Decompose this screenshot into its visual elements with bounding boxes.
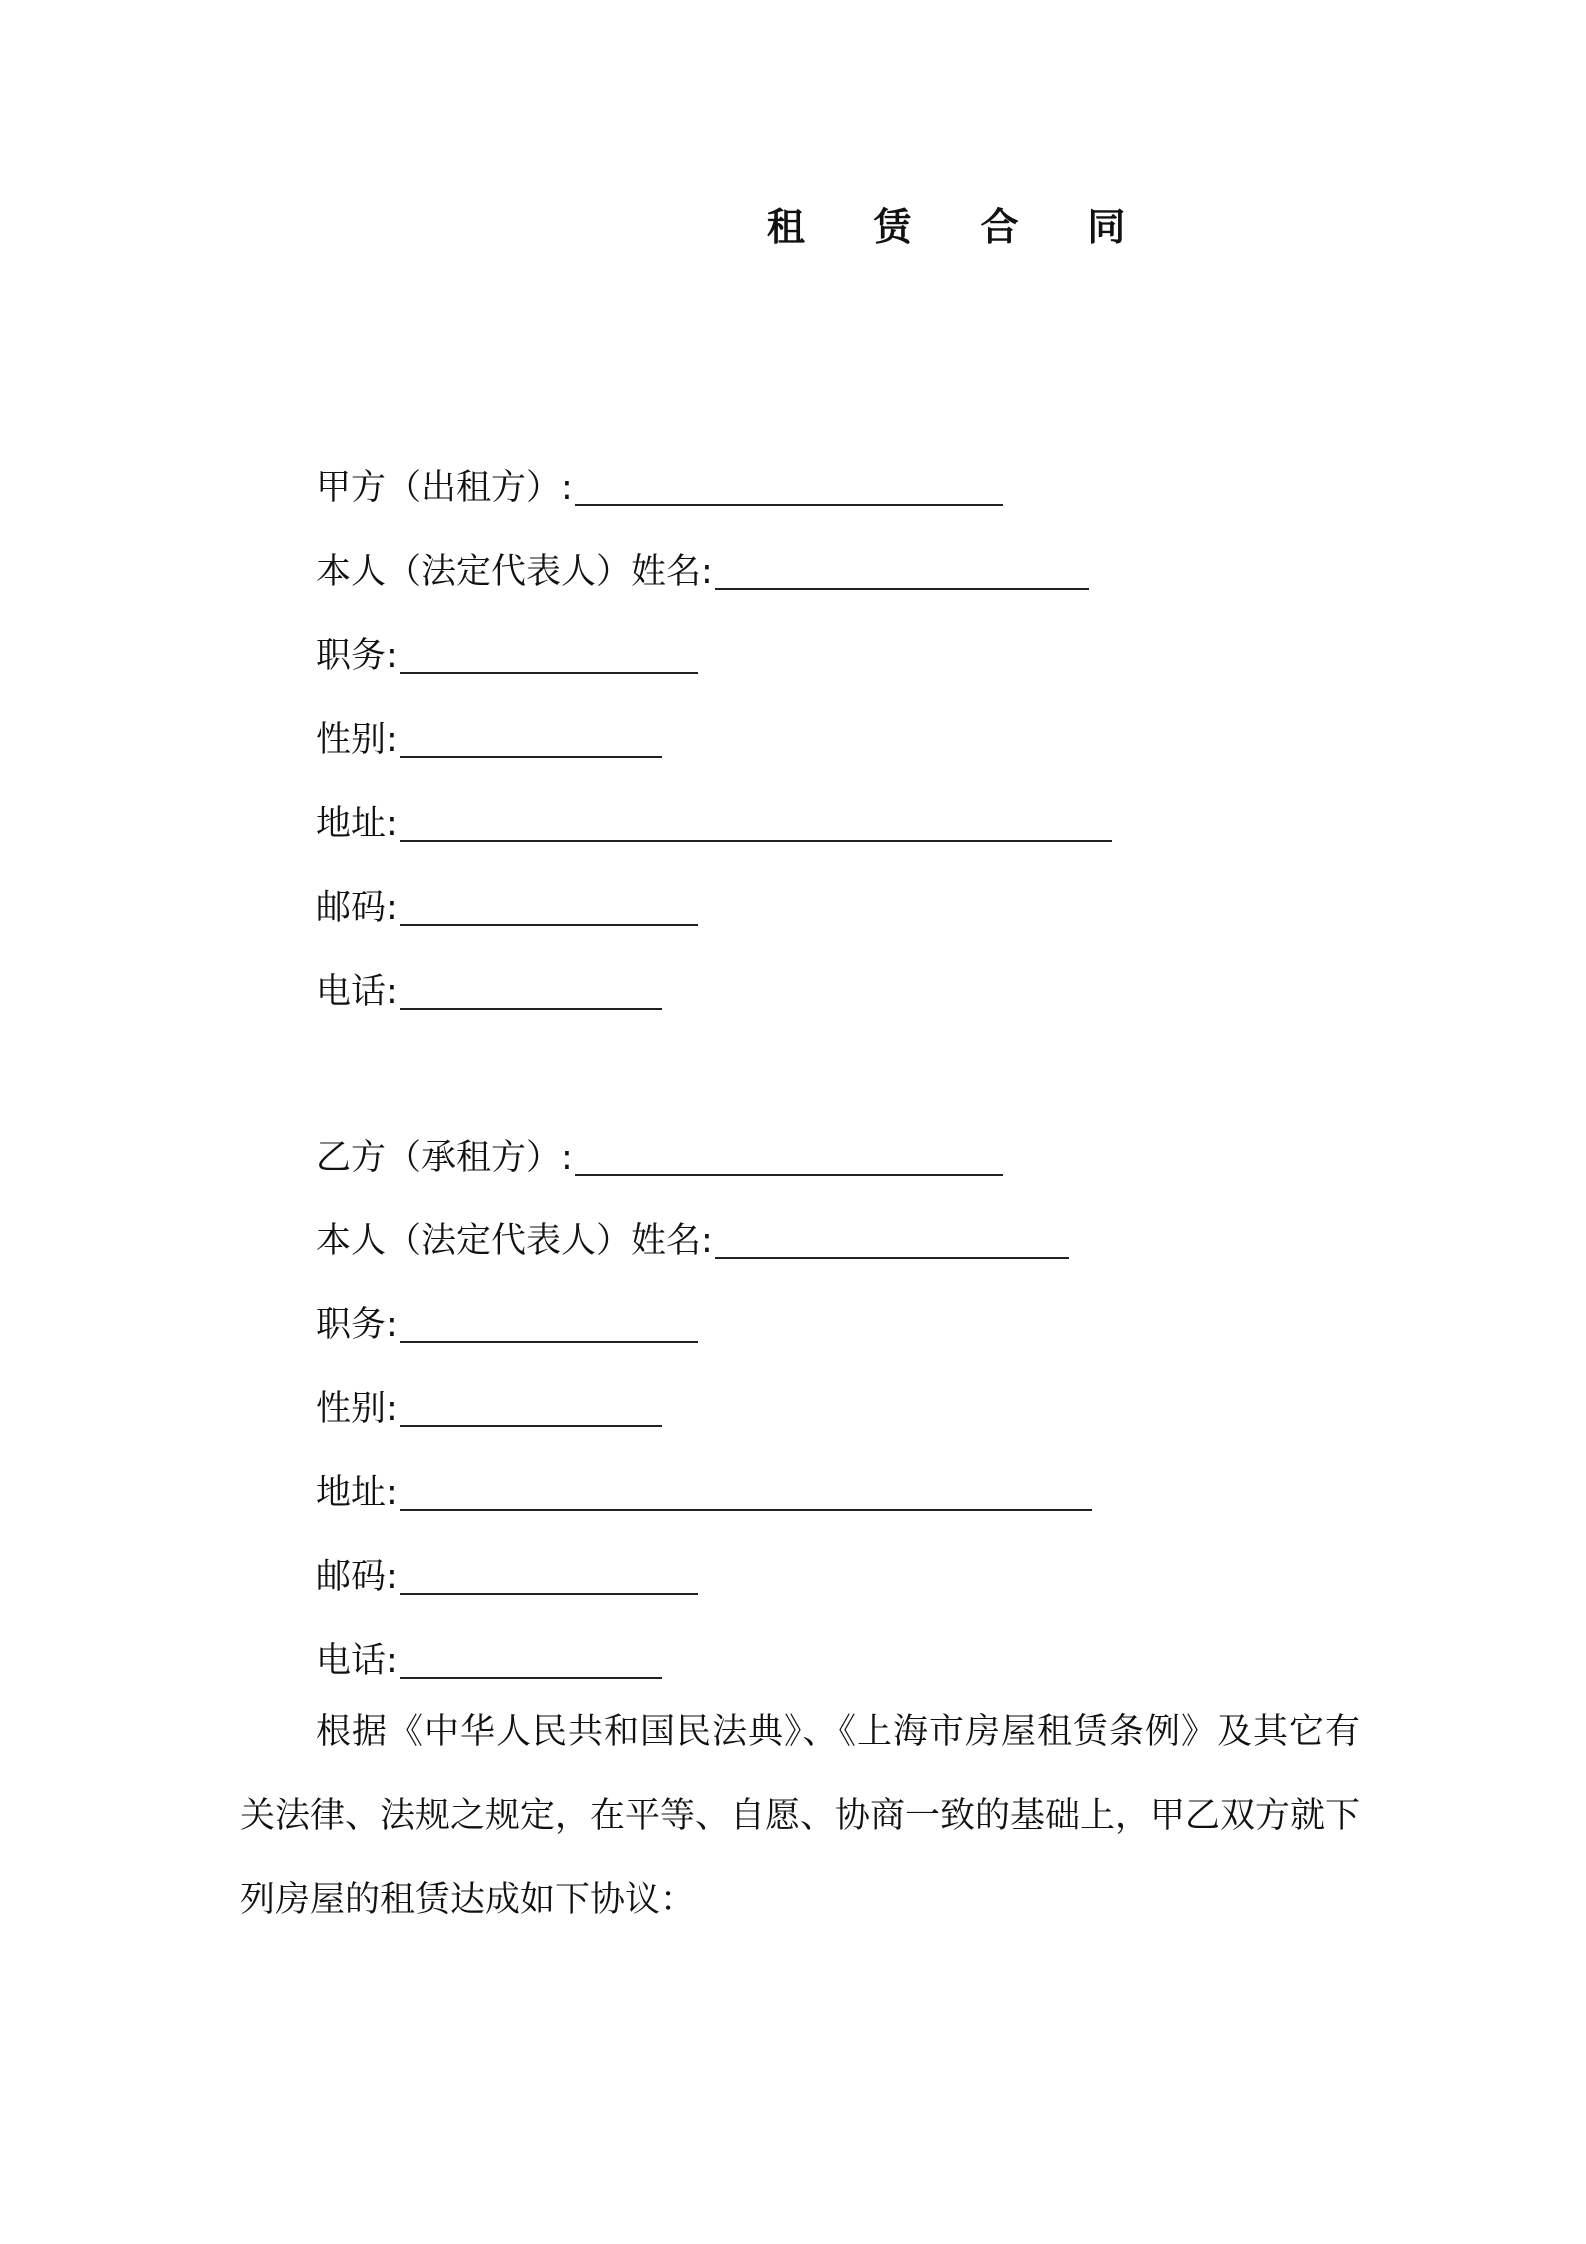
party-b-phone-label: 电话: <box>316 1641 398 1681</box>
title-char: 同 <box>1087 205 1130 249</box>
party-a-header-row <box>316 450 1003 506</box>
party-a-phone-blank[interactable] <box>400 958 662 1010</box>
party-a-gender-blank[interactable] <box>400 706 662 758</box>
party-b-header-row <box>316 1120 1003 1176</box>
party-a-rep-label: 本人（法定代表人）姓名: <box>316 552 713 592</box>
party-a-postcode-label: 邮码: <box>316 888 398 928</box>
intro-paragraph: 根据《中华人民共和国民法典》、《上海市房屋租赁条例》及其它有关法律、法规之规定，在平等、自愿、协商一致的基础上，甲乙双方就下列房屋的租赁达成如下协议： <box>240 1712 1361 1920</box>
party-a-position-row <box>316 618 698 674</box>
party-b-postcode-blank[interactable] <box>400 1543 698 1595</box>
party-a-position-blank[interactable] <box>400 622 698 674</box>
party-a-header-label: 甲方（出租方）: <box>316 468 573 508</box>
party-b-position-row <box>316 1287 698 1343</box>
party-b-rep-label: 本人（法定代表人）姓名: <box>316 1221 713 1261</box>
party-b-rep-row <box>316 1203 1069 1259</box>
party-b-rep-blank[interactable] <box>715 1207 1069 1259</box>
party-b-address-row <box>316 1455 1092 1511</box>
party-b-name-blank[interactable] <box>575 1124 1003 1176</box>
party-a-address-label: 地址: <box>316 804 398 844</box>
party-a-name-blank[interactable] <box>575 454 1003 506</box>
title-char: 租 <box>766 205 809 249</box>
party-b-phone-row <box>316 1623 662 1679</box>
party-a-gender-row <box>316 702 662 758</box>
title-char: 赁 <box>873 205 916 249</box>
party-a-gender-label: 性别: <box>316 720 398 760</box>
title-char: 合 <box>980 205 1023 249</box>
party-a-phone-label: 电话: <box>316 972 398 1012</box>
document-title <box>0 196 1586 251</box>
party-b-gender-blank[interactable] <box>400 1375 662 1427</box>
party-a-phone-row <box>316 954 662 1010</box>
party-a-rep-row <box>316 534 1089 590</box>
party-a-address-blank[interactable] <box>400 790 1112 842</box>
party-b-postcode-row <box>316 1539 698 1595</box>
party-b-gender-row <box>316 1371 662 1427</box>
party-b-header-label: 乙方（承租方）: <box>316 1138 573 1178</box>
party-a-position-label: 职务: <box>316 636 398 676</box>
party-b-address-blank[interactable] <box>400 1459 1092 1511</box>
party-a-rep-blank[interactable] <box>715 538 1089 590</box>
party-b-position-label: 职务: <box>316 1305 398 1345</box>
party-a-postcode-row <box>316 870 698 926</box>
party-b-position-blank[interactable] <box>400 1291 698 1343</box>
party-b-postcode-label: 邮码: <box>316 1557 398 1597</box>
party-b-phone-blank[interactable] <box>400 1627 662 1679</box>
party-b-address-label: 地址: <box>316 1473 398 1513</box>
party-a-address-row <box>316 786 1112 842</box>
party-b-gender-label: 性别: <box>316 1389 398 1429</box>
party-a-postcode-blank[interactable] <box>400 874 698 926</box>
